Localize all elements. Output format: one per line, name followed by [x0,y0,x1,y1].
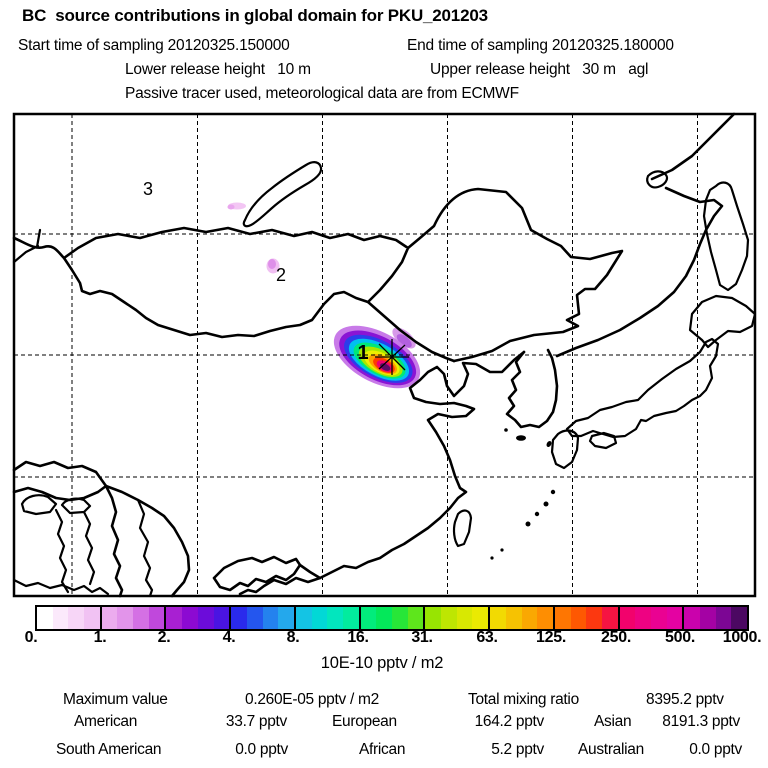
colorbar-cell [667,607,683,629]
hokkaido-island [690,296,755,347]
colorbar-cell [472,607,488,629]
coastline-korea [507,350,557,427]
region-european-value: 164.2 pptv [474,713,544,730]
colorbar-tick-label: 16. [347,629,369,646]
colorbar-cell [555,607,571,629]
colorbar-cell [571,607,587,629]
colorbar-cell [716,607,732,629]
ryukyu-island [551,490,555,494]
colorbar-tick-label: 1000. [722,629,762,646]
colorbar-segment [229,607,294,629]
colorbar-tick-label: 250. [601,629,631,646]
colorbar-tick-label: 0. [24,629,38,646]
colorbar-cell [149,607,165,629]
colorbar-cell [651,607,667,629]
colorbar-segment [488,607,553,629]
total-mixing-ratio-value: 8395.2 pptv [646,691,724,708]
colorbar-cell [408,607,424,629]
colorbar-cell [133,607,149,629]
colorbar-cell [68,607,84,629]
island-dot [490,556,493,559]
colorbar-cell [506,607,522,629]
colorbar-cell [586,607,602,629]
shikoku-island [590,433,616,448]
plume-smudge [228,205,235,210]
region-american-value: 33.7 pptv [225,713,287,730]
ryukyu-island [535,512,539,516]
coastline-uda-amur-border [408,189,622,361]
colorbar-segment [37,607,100,629]
plume-spot-2-core [268,259,276,269]
island-dot [504,428,508,432]
colorbar [35,605,749,631]
marker-1-label: 1 [357,342,369,364]
region-south-american-value: 0.0 pptv [235,741,288,758]
region-african-label: African [359,741,406,758]
colorbar-segment [682,607,747,629]
marker-3-label: 3 [142,179,154,199]
colorbar-segment [100,607,165,629]
lake-baikal [244,162,321,226]
colorbar-segment [423,607,488,629]
region-south-american-label: South American [56,741,162,758]
shantar-island [647,171,667,187]
ryukyu-island [544,502,549,507]
colorbar-segment [618,607,683,629]
colorbar-cell [102,607,118,629]
colorbar-cell [343,607,359,629]
colorbar-cell [490,607,506,629]
colorbar-cell [84,607,100,629]
colorbar-cell [182,607,198,629]
colorbar-cell [312,607,328,629]
island-dot [500,548,503,551]
small-islands [490,428,555,559]
region-american-label: American [74,713,138,730]
colorbar-cell [166,607,182,629]
colorbar-cell [37,607,53,629]
colorbar-cell [620,607,636,629]
border-himalaya [14,462,106,486]
border-india-china [14,486,122,596]
colorbar-cell [684,607,700,629]
lower-release-text: Lower release height 10 m [125,61,311,78]
honshu-island [567,339,718,437]
tracer-info-text: Passive tracer used, meteorological data are from ECMWF [125,85,519,102]
start-time-text: Start time of sampling 20120325.150000 [18,37,290,54]
maximum-value-label: Maximum value [63,691,168,708]
colorbar-cell [731,607,747,629]
colorbar-cell [361,607,377,629]
colorbar-cell [214,607,230,629]
page-title: BC source contributions in global domain for PKU_201203 [22,6,488,25]
region-european-label: European [332,713,397,730]
colorbar-segment [553,607,618,629]
colorbar-tick-label: 125. [536,629,566,646]
colorbar-cell [198,607,214,629]
colorbar-cell [392,607,408,629]
coastline-china [240,352,524,594]
colorbar-tick-label: 8. [286,629,300,646]
colorbar-cell [522,607,538,629]
mongolia-border [64,228,408,337]
colorbar-cell [278,607,294,629]
coastline-siberia-ne [652,114,734,179]
marker-2-label: 2 [275,265,287,285]
colorbar-cell [231,607,247,629]
border-altai-x [14,230,40,262]
total-mixing-ratio-label: Total mixing ratio [468,691,579,708]
colorbar-cell [425,607,441,629]
colorbar-unit-label: 10E-10 pptv / m2 [320,654,444,672]
colorbar-cell [327,607,343,629]
border-bangladesh [56,510,68,592]
bhutan-border [62,499,90,513]
region-african-value: 5.2 pptv [491,741,544,758]
taiwan-island [454,511,471,546]
colorbar-cell [296,607,312,629]
colorbar-cell [635,607,651,629]
border-thailand [138,500,152,596]
colorbar-segment [294,607,359,629]
ryukyu-island [526,522,531,527]
upper-release-text: Upper release height 30 m agl [430,61,649,78]
jeju-island [516,435,526,441]
colorbar-cell [537,607,553,629]
colorbar-tick-label: 4. [222,629,236,646]
colorbar-tick-label: 500. [665,629,695,646]
border-myanmar-west [84,512,94,584]
colorbar-cell [53,607,69,629]
region-australian-label: Australian [578,741,644,758]
end-time-text: End time of sampling 20120325.180000 [407,37,674,54]
colorbar-cell [117,607,133,629]
colorbar-cell [441,607,457,629]
colorbar-tick-label: 2. [157,629,171,646]
nepal-border [22,495,56,514]
colorbar-segment [164,607,229,629]
maximum-value: 0.260E-05 pptv / m2 [245,691,379,708]
region-asian-label: Asian [594,713,632,730]
region-australian-value: 0.0 pptv [689,741,742,758]
region-asian-value: 8191.3 pptv [662,713,740,730]
colorbar-cell [376,607,392,629]
sakhalin-island [704,183,748,290]
colorbar-cell [602,607,618,629]
colorbar-tick-label: 63. [476,629,498,646]
colorbar-cell [247,607,263,629]
colorbar-tick-label: 1. [93,629,107,646]
colorbar-cell [700,607,716,629]
colorbar-segment [359,607,424,629]
colorbar-cell [263,607,279,629]
colorbar-cell [457,607,473,629]
colorbar-tick-label: 31. [411,629,433,646]
